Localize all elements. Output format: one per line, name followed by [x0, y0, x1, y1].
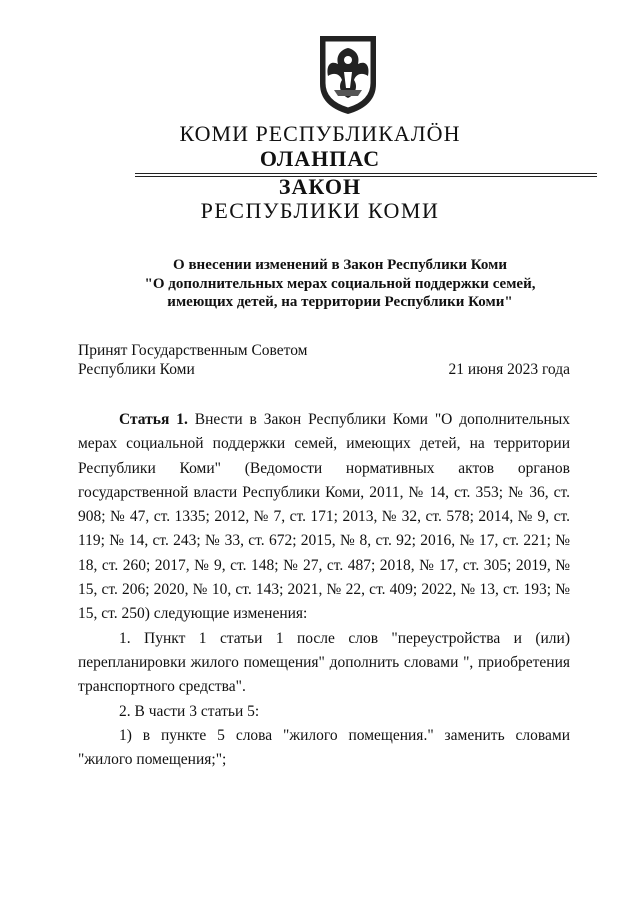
item-1-paragraph: 1. Пункт 1 статьи 1 после слов "переустройства и (или) перепланировки жилого помещения" дополнить словами ", приобретения транспортного средства".: [78, 629, 570, 696]
law-title-line-2: "О дополнительных мерах социальной поддержки семей,: [144, 275, 536, 292]
adopted-by: [78, 341, 308, 379]
law-body: [78, 408, 570, 772]
item-2-1-paragraph: 1) в пункте 5 слова "жилого помещения." заменить словами "жилого помещения;";: [78, 726, 570, 769]
law-title: [90, 256, 590, 312]
article-text: Внести в Закон Республики Коми "О дополнительных мерах социальной поддержки семей, имеющих детей, на территории Республики Коми" (Ведомости нормативных актов органов государственной власти Республики Коми, 2011, № 14, ст. 353; № 36, ст. 908; № 47, ст. 1335; 2012, № 7, ст. 171; 2013, № 32, ст. 578; 2014, № 9, ст. 119; № 14, ст. 243; № 33, ст. 672; 2015, № 8, ст. 92; 2016, № 17, ст. 221; № 18, ст. 260; 2017, № 9, ст. 148; № 27, ст. 487; 2018, № 17, ст. 305; 2019, № 15, ст. 206; 2020, № 10, ст. 143; 2021, № 22, ст. 409; 2022, № 13, ст. 193; № 15, ст. 250) следующие изменения:: [78, 411, 570, 623]
republic-heading: РЕСПУБЛИКИ КОМИ: [200, 198, 440, 223]
law-heading: ЗАКОН: [278, 174, 362, 199]
coat-of-arms-icon: [316, 32, 380, 116]
adopted-line-1: Принят Государственным Советом: [78, 342, 308, 359]
item-2-paragraph: 2. В части 3 статьи 5:: [119, 702, 260, 720]
article-label: Статья 1.: [119, 411, 188, 428]
komi-republic-title: КОМИ РЕСПУБЛИКАЛÖН: [179, 121, 461, 146]
adopted-line-2: Республики Коми: [78, 361, 195, 378]
olanpas-title: ОЛАНПАС: [259, 146, 381, 171]
law-title-line-3: имеющих детей, на территории Республики Коми": [167, 294, 513, 310]
law-title-line-1: О внесении изменений в Закон Республики Коми: [173, 257, 507, 273]
article-1-paragraph: [78, 408, 570, 627]
adoption-date: 21 июня 2023 года: [448, 361, 570, 378]
